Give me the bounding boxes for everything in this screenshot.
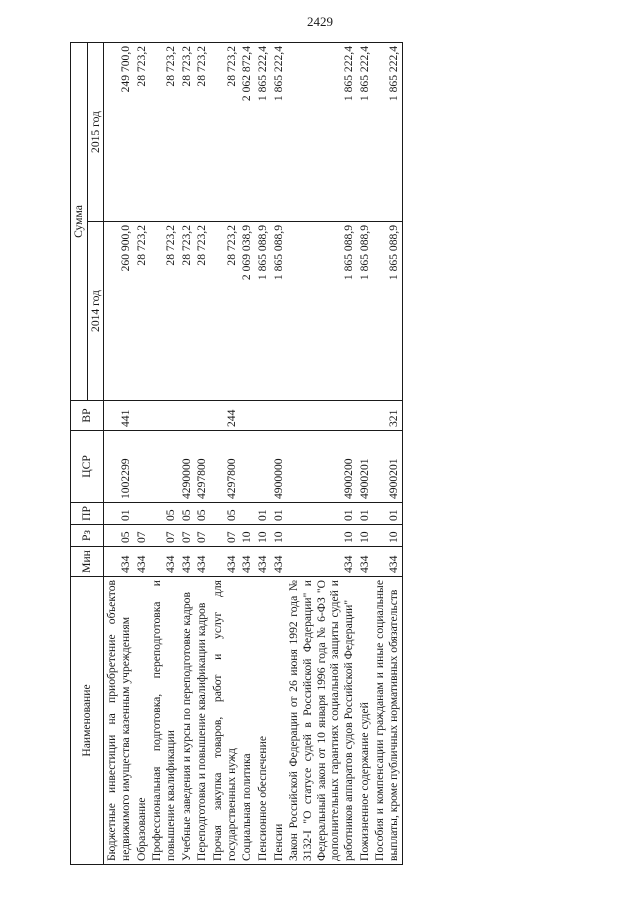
row-2014-cell: 1 865 088,9 (372, 222, 402, 401)
header-rz: Рз (71, 525, 104, 547)
header-pr: ПР (71, 503, 104, 525)
row-csr-cell: 4900000 (271, 431, 287, 503)
page-number: 2429 (307, 14, 333, 29)
row-2015-cell: 1 865 222,4 (372, 42, 402, 221)
row-pr-cell (239, 503, 255, 525)
row-csr-cell: 4290000 (179, 431, 195, 503)
row-csr-cell (239, 431, 255, 503)
row-vr-cell (239, 401, 255, 431)
row-vr-cell (179, 401, 195, 431)
header-2014: 2014 год (87, 222, 104, 401)
row-csr-cell (149, 431, 178, 503)
table-row (239, 42, 255, 864)
row-2014-cell: 1 865 088,9 (357, 222, 373, 401)
row-name-cell: Профессиональная подготовка, переподготовка и повышение квалификации (149, 577, 178, 865)
row-rz-cell: 10 (271, 525, 287, 547)
row-min-cell: 434 (194, 547, 210, 577)
row-2014-cell: 1 865 088,9 (255, 222, 271, 401)
row-name-cell: Закон Российской Федерации от 26 июня 1992 года № 3132-I "О статусе судей в Российской Федерации" и Федеральный закон от 10 января 1996 года № 6-ФЗ "О дополнительных гарантиях социальной защиты судей и работников аппаратов судов Российской Федерации" (286, 577, 356, 865)
row-pr-cell: 01 (357, 503, 373, 525)
row-name-cell: Пожизненное содержание судей (357, 577, 373, 865)
row-pr-cell: 05 (149, 503, 178, 525)
row-rz-cell: 07 (149, 525, 178, 547)
row-csr-cell: 4900201 (372, 431, 402, 503)
row-rz-cell: 10 (372, 525, 402, 547)
table-row (255, 42, 271, 864)
row-csr-cell: 1002299 (104, 431, 134, 503)
row-name-cell: Социальная политика (239, 577, 255, 865)
row-csr-cell: 4900200 (286, 431, 356, 503)
row-pr-cell: 01 (372, 503, 402, 525)
row-min-cell: 434 (104, 547, 134, 577)
row-pr-cell: 01 (271, 503, 287, 525)
table-row (149, 42, 178, 864)
row-min-cell: 434 (134, 547, 150, 577)
row-vr-cell (194, 401, 210, 431)
row-rz-cell: 05 (104, 525, 134, 547)
table-row (357, 42, 373, 864)
row-2015-cell: 2 062 872,4 (239, 42, 255, 221)
table-row (372, 42, 402, 864)
row-2015-cell: 249 700,0 (104, 42, 134, 221)
row-vr-cell (271, 401, 287, 431)
row-2014-cell: 28 723,2 (134, 222, 150, 401)
header-sum: Сумма (71, 42, 88, 400)
row-2015-cell: 1 865 222,4 (271, 42, 287, 221)
table-row (210, 42, 239, 864)
row-vr-cell (134, 401, 150, 431)
row-min-cell: 434 (357, 547, 373, 577)
row-2015-cell: 28 723,2 (179, 42, 195, 221)
row-pr-cell (134, 503, 150, 525)
header-vr: ВР (71, 401, 104, 431)
row-rz-cell: 07 (134, 525, 150, 547)
row-csr-cell (134, 431, 150, 503)
row-name-cell: Прочая закупка товаров, работ и услуг для государственных нужд (210, 577, 239, 865)
header-2015: 2015 год (87, 42, 104, 221)
row-vr-cell (255, 401, 271, 431)
row-name-cell: Переподготовка и повышение квалификации кадров (194, 577, 210, 865)
row-vr-cell: 244 (210, 401, 239, 431)
row-min-cell: 434 (210, 547, 239, 577)
row-pr-cell: 01 (255, 503, 271, 525)
row-vr-cell (149, 401, 178, 431)
row-rz-cell: 10 (239, 525, 255, 547)
row-2015-cell: 1 865 222,4 (255, 42, 271, 221)
row-2014-cell: 28 723,2 (179, 222, 195, 401)
header-name: Наименование (71, 577, 104, 865)
row-name-cell: Учебные заведения и курсы по переподготовке кадров (179, 577, 195, 865)
row-min-cell: 434 (239, 547, 255, 577)
row-csr-cell: 4900201 (357, 431, 373, 503)
header-min: Мин (71, 547, 104, 577)
row-min-cell: 434 (255, 547, 271, 577)
row-rz-cell: 10 (357, 525, 373, 547)
row-pr-cell: 05 (210, 503, 239, 525)
row-rz-cell: 07 (194, 525, 210, 547)
row-2014-cell: 1 865 088,9 (271, 222, 287, 401)
row-pr-cell: 05 (194, 503, 210, 525)
row-csr-cell (255, 431, 271, 503)
row-2015-cell: 1 865 222,4 (357, 42, 373, 221)
row-2014-cell: 260 900,0 (104, 222, 134, 401)
row-min-cell: 434 (372, 547, 402, 577)
row-csr-cell: 4297800 (194, 431, 210, 503)
row-min-cell: 434 (286, 547, 356, 577)
row-2014-cell: 28 723,2 (194, 222, 210, 401)
row-name-cell: Пособия и компенсации гражданам и иные социальные выплаты, кроме публичных нормативных обязательств (372, 577, 402, 865)
row-min-cell: 434 (179, 547, 195, 577)
row-2014-cell: 28 723,2 (149, 222, 178, 401)
row-csr-cell: 4297800 (210, 431, 239, 503)
row-rz-cell: 10 (286, 525, 356, 547)
budget-table (70, 42, 403, 865)
row-name-cell: Пенсии (271, 577, 287, 865)
row-pr-cell: 01 (286, 503, 356, 525)
row-2015-cell: 28 723,2 (134, 42, 150, 221)
table-row (104, 42, 134, 864)
row-2015-cell: 1 865 222,4 (286, 42, 356, 221)
table-row (271, 42, 287, 864)
row-vr-cell (357, 401, 373, 431)
row-2014-cell: 1 865 088,9 (286, 222, 356, 401)
budget-table-rotated (70, 43, 580, 865)
row-rz-cell: 07 (179, 525, 195, 547)
row-vr-cell: 321 (372, 401, 402, 431)
row-2015-cell: 28 723,2 (194, 42, 210, 221)
row-2014-cell: 2 069 038,9 (239, 222, 255, 401)
row-pr-cell: 05 (179, 503, 195, 525)
table-row (179, 42, 195, 864)
row-name-cell: Бюджетные инвестиции на приобретение объектов недвижимого имущества казенным учреждениям (104, 577, 134, 865)
row-pr-cell: 01 (104, 503, 134, 525)
row-min-cell: 434 (149, 547, 178, 577)
row-min-cell: 434 (271, 547, 287, 577)
row-name-cell: Образование (134, 577, 150, 865)
table-row (286, 42, 356, 864)
row-vr-cell (286, 401, 356, 431)
row-vr-cell: 441 (104, 401, 134, 431)
header-csr: ЦСР (71, 431, 104, 503)
table-row (194, 42, 210, 864)
row-name-cell: Пенсионное обеспечение (255, 577, 271, 865)
row-2015-cell: 28 723,2 (210, 42, 239, 221)
row-2014-cell: 28 723,2 (210, 222, 239, 401)
row-2015-cell: 28 723,2 (149, 42, 178, 221)
row-rz-cell: 10 (255, 525, 271, 547)
row-rz-cell: 07 (210, 525, 239, 547)
table-row (134, 42, 150, 864)
